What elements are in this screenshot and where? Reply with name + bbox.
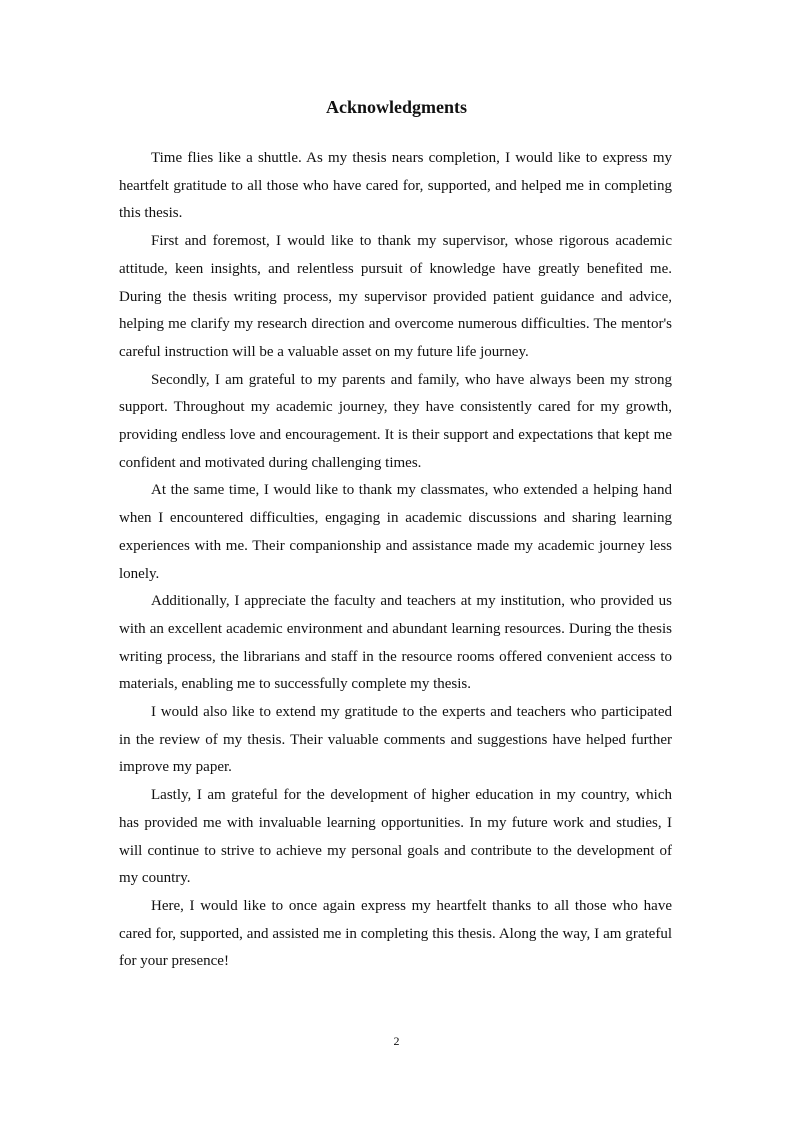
acknowledgments-body (119, 145, 672, 976)
page-number: 2 (393, 1034, 400, 1048)
paragraph: Lastly, I am grateful for the development of higher education in my country, which has provided me with invaluable learning opportunities. In my future work and studies, I will continue to strive to achieve my personal goals and contribute to the development of my country. (119, 787, 672, 887)
paragraph: Additionally, I appreciate the faculty and teachers at my institution, who provided us with an excellent academic environment and abundant learning resources. During the thesis writing process, the librarians and staff in the resource rooms offered convenient access to materials, enabling me to successfully complete my thesis. (119, 593, 672, 693)
paragraph: At the same time, I would like to thank my classmates, who extended a helping hand when I encountered difficulties, engaging in academic discussions and sharing learning experiences with me. Their companionship and assistance made my academic journey less lonely. (119, 482, 672, 582)
page-title: Acknowledgments (325, 97, 467, 117)
paragraph: Here, I would like to once again express my heartfelt thanks to all those who have cared for, supported, and assisted me in completing this thesis. Along the way, I am grateful for your presence! (119, 897, 672, 970)
paragraph: Time flies like a shuttle. As my thesis nears completion, I would like to express my heartfelt gratitude to all those who have cared for, supported, and helped me in completing this thesis. (119, 150, 672, 222)
paragraph: First and foremost, I would like to thank my supervisor, whose rigorous academic attitude, keen insights, and relentless pursuit of knowledge have greatly benefited me. During the thesis writing process, my supervisor provided patient guidance and advice, helping me clarify my research direction and overcome numerous difficulties. The mentor's careful instruction will be a valuable asset on my future life journey. (119, 233, 672, 360)
paragraph: I would also like to extend my gratitude to the experts and teachers who participated in the review of my thesis. Their valuable comments and suggestions have helped further improve my paper. (119, 704, 672, 776)
paragraph: Secondly, I am grateful to my parents and family, who have always been my strong support. Throughout my academic journey, they have consistently cared for my growth, providing endless love and encouragement. It is their support and expectations that kept me confident and motivated during challenging times. (119, 371, 672, 471)
